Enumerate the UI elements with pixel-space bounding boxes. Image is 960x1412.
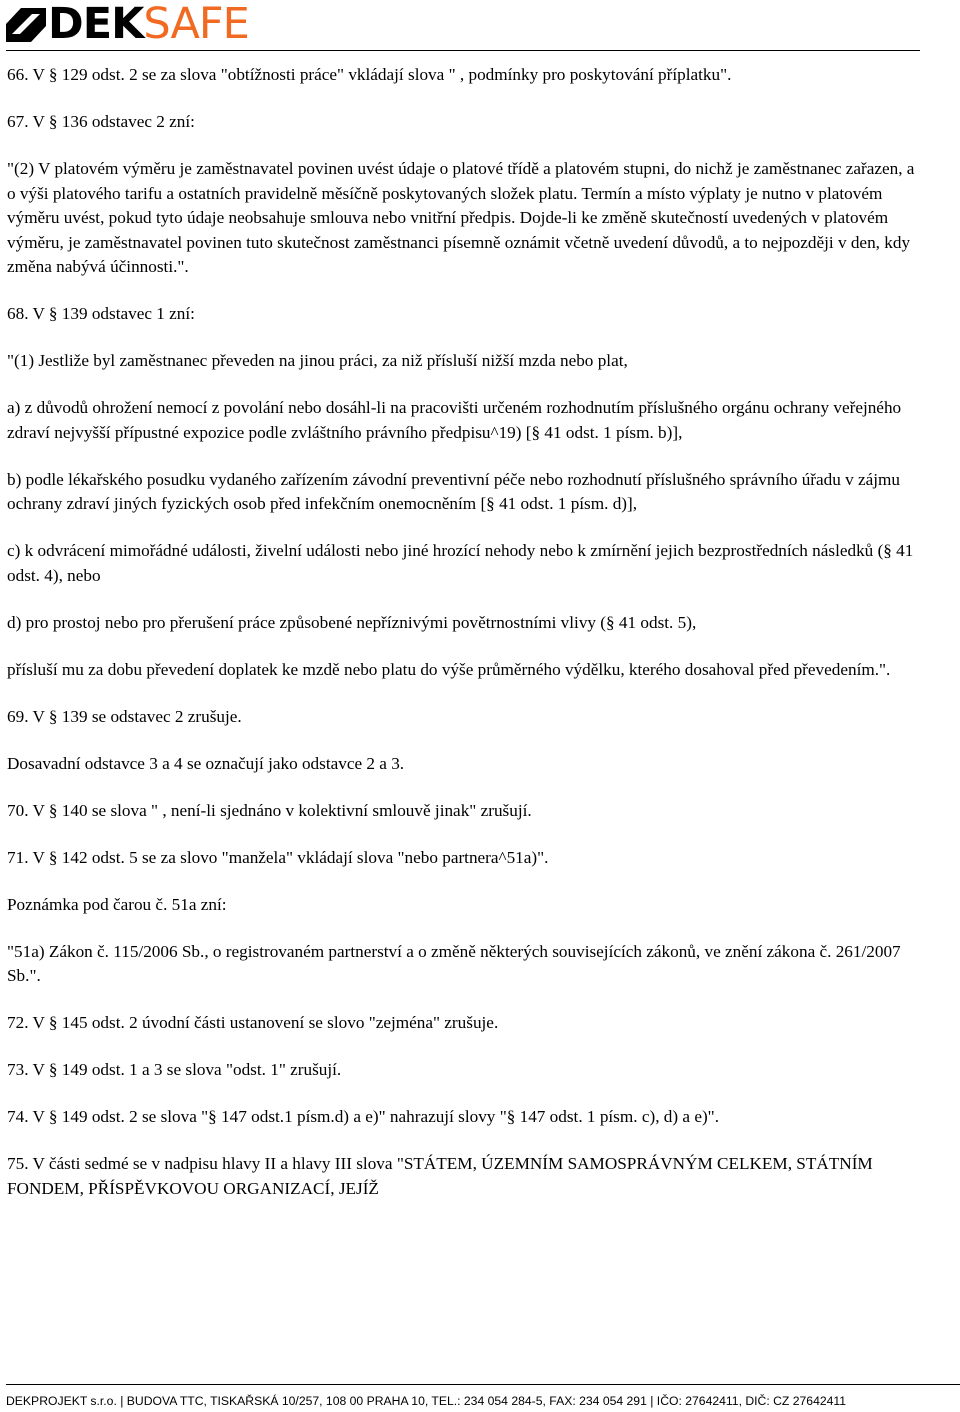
- paragraph-68-text: "(1) Jestliže byl zaměstnanec převeden na jinou práci, za niž přísluší nižší mzda nebo plat,: [7, 351, 628, 370]
- paragraph-68-d: d) pro prostoj nebo pro přerušení práce způsobené nepříznivými povětrnostními vlivy (§ 41 odst. 5),: [7, 612, 697, 632]
- header-divider: [6, 50, 920, 51]
- logo-safe: SAFE: [143, 0, 249, 49]
- paragraph-68-closing: přísluší mu za dobu převedení doplatek ke mzdě nebo platu do výše průměrného výdělku, kterého dosahoval před převedením.".: [7, 659, 891, 679]
- paragraph-69-note: Dosavadní odstavce 3 a 4 se označují jako odstavce 2 a 3.: [7, 753, 405, 773]
- paragraph-67-text: "(2) V platovém výměru je zaměstnavatel povinen uvést údaje o platové třídě a platovém stupni, do nichž je zaměstnanec zařazen, a o výši platového tarifu a ostatních pravidelně měsíčně poskytovaných složek platu. Termín a místo výplaty je nutno v platovém výměru uvést, pokud tyto údaje neobsahuje smlouva nebo vnitřní předpis. Dojde-li ke změně skutečností uvedených v platovém výměru, je zaměstnavatel povinen tuto skutečnost zaměstnanci písemně oznámit včetně uvedení důvodů, a to nejpozději v den, kdy změna nabývá účinnosti.".: [7, 159, 915, 276]
- paragraph-68-a: a) z důvodů ohrožení nemocí z povolání nebo dosáhl-li na pracovišti určeném rozhodnutím příslušného orgánu ochrany veřejného zdraví nejvyšší přípustné expozice podle zvláštního právního předpisu^19) [§ 41 odst. 1 písm. b)],: [7, 398, 902, 442]
- paragraph-68-b: b) podle lékařského posudku vydaného zařízením závodní preventivní péče nebo rozhodnutí příslušného správního úřadu v zájmu ochrany zdraví jiných fyzických osob před infekčním onemocněním [§ 41 odst. 1 písm. d)],: [7, 469, 901, 513]
- document-body: [7, 63, 922, 1224]
- page-footer: DEKPROJEKT s.r.o. | BUDOVA TTC, TISKAŘSKÁ 10/257, 108 00 PRAHA 10, TEL.: 234 054 284-5, FAX: 234 054 291 | IČO: 27642411, DIČ: CZ 27642411: [6, 1394, 847, 1408]
- paragraph-footnote-heading: Poznámka pod čarou č. 51a zní:: [7, 894, 227, 914]
- paragraph-68-c: c) k odvrácení mimořádné události, živelní události nebo jiné hrozící nehody nebo k zmírnění jejich bezprostředních následků (§ 41 odst. 4), nebo: [7, 541, 914, 585]
- paragraph-70: 70. V § 140 se slova " , není-li sjednáno v kolektivní smlouvě jinak" zrušují.: [7, 800, 532, 820]
- paragraph-68: 68. V § 139 odstavec 1 zní:: [7, 304, 195, 323]
- logo-wordmark: [48, 0, 249, 49]
- paragraph-69: 69. V § 139 se odstavec 2 zrušuje.: [7, 706, 242, 726]
- dek-safe-logo: [6, 0, 249, 49]
- paragraph-67: 67. V § 136 odstavec 2 zní:: [7, 112, 195, 131]
- page-header: [0, 0, 960, 52]
- paragraph-74: 74. V § 149 odst. 2 se slova "§ 147 odst.1 písm.d) a e)" nahrazují slovy "§ 147 odst. 1 písm. c), d) a e)".: [7, 1107, 719, 1126]
- paragraph-footnote-text: "51a) Zákon č. 115/2006 Sb., o registrovaném partnerství a o změně některých souvisejících zákonů, ve znění zákona č. 261/2007 Sb.".: [7, 941, 901, 985]
- logo-dek: DEK: [48, 0, 144, 49]
- paragraph-75: 75. V části sedmé se v nadpisu hlavy II a hlavy III slova "STÁTEM, ÚZEMNÍM SAMOSPRÁVNÝM CELKEM, STÁTNÍM FONDEM, PŘÍSPĚVKOVOU ORGANIZACÍ, JEJÍŽ: [7, 1154, 873, 1198]
- dek-logo-mark-icon: [6, 4, 46, 44]
- paragraph-71: 71. V § 142 odst. 5 se za slovo "manžela" vkládají slova "nebo partnera^51a)".: [7, 847, 549, 867]
- paragraph-73: 73. V § 149 odst. 1 a 3 se slova "odst. 1" zrušují.: [7, 1060, 342, 1079]
- footer-divider: [6, 1384, 960, 1385]
- paragraph-66: 66. V § 129 odst. 2 se za slova "obtížnosti práce" vkládají slova " , podmínky pro poskytování příplatku".: [7, 65, 732, 84]
- paragraph-72: 72. V § 145 odst. 2 úvodní části ustanovení se slovo "zejména" zrušuje.: [7, 1013, 499, 1032]
